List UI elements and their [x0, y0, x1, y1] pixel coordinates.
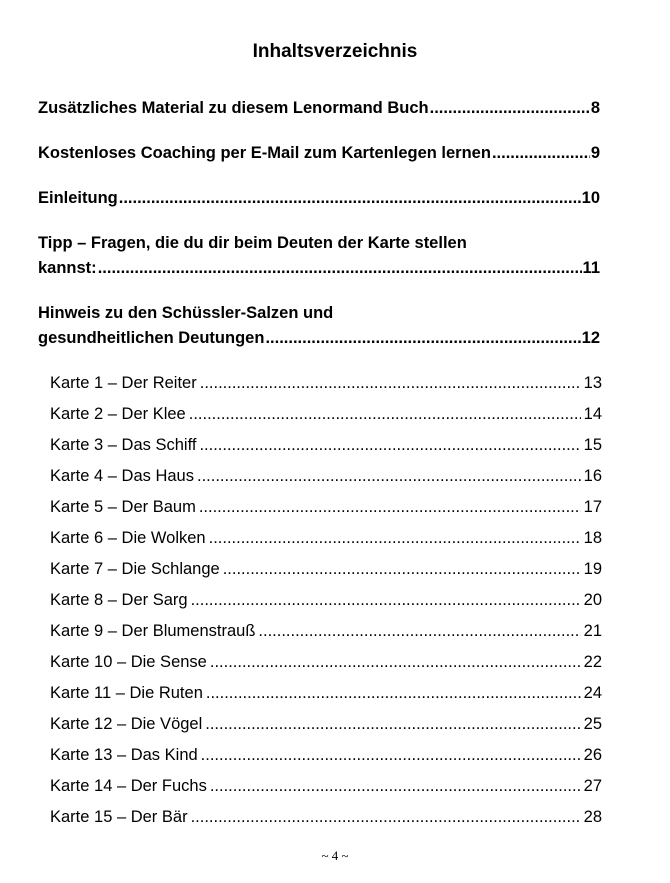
- toc-page-number: 13: [583, 374, 602, 392]
- toc-page-number: 17: [583, 498, 602, 516]
- toc-page-number: 14: [583, 405, 602, 423]
- dot-leader: [430, 96, 590, 121]
- toc-page-number: 28: [583, 808, 602, 826]
- toc-entry-title: Karte 4 – Das Haus: [50, 467, 194, 485]
- toc-entry-tipp[interactable]: [38, 231, 600, 281]
- toc-page-number: 22: [583, 653, 602, 671]
- toc-entry-title: kannst:: [38, 259, 97, 277]
- toc-entry-coaching[interactable]: [38, 141, 600, 166]
- toc-entry-title: gesundheitlichen Deutungen: [38, 329, 265, 347]
- toc-page-number: 18: [583, 529, 602, 547]
- toc-page-number: 16: [583, 467, 602, 485]
- toc-entry-title: Karte 2 – Der Klee: [50, 405, 186, 423]
- toc-line: [38, 326, 600, 351]
- toc-page-number: 19: [583, 560, 602, 578]
- toc-page-number: 20: [583, 591, 602, 609]
- toc-entry-title: Karte 9 – Der Blumenstrauß: [50, 622, 256, 640]
- dot-leader: [191, 806, 581, 828]
- toc-page-number: 21: [583, 622, 602, 640]
- toc-entry-karte-6[interactable]: [50, 527, 602, 549]
- toc-line: [38, 141, 600, 166]
- toc-entry-karte-5[interactable]: [50, 496, 602, 518]
- toc-entry-karte-13[interactable]: [50, 744, 602, 766]
- toc-entry-title: Karte 3 – Das Schiff: [50, 436, 197, 454]
- toc-entry-karte-10[interactable]: [50, 651, 602, 673]
- toc-entry-title: Karte 12 – Die Vögel: [50, 715, 203, 733]
- toc-entry-title: Karte 11 – Die Ruten: [50, 684, 203, 702]
- toc-entry-einleitung[interactable]: [38, 186, 600, 211]
- toc-entry-karte-4[interactable]: [50, 465, 602, 487]
- toc-entry-hinweis[interactable]: [38, 301, 600, 351]
- toc-entry-karte-14[interactable]: [50, 775, 602, 797]
- dot-leader: [189, 403, 581, 425]
- toc-page-number: 25: [583, 715, 602, 733]
- toc-entry-title: Karte 6 – Die Wolken: [50, 529, 206, 547]
- toc-page-number: 12: [581, 329, 600, 347]
- toc-line: [38, 256, 600, 281]
- toc-entry-karte-15[interactable]: [50, 806, 602, 828]
- toc-entry-title: Zusätzliches Material zu diesem Lenormand Buch: [38, 99, 429, 117]
- dot-leader: [191, 589, 581, 611]
- dot-leader: [119, 186, 581, 211]
- dot-leader: [199, 496, 581, 518]
- toc-page-number: 9: [590, 144, 600, 162]
- page-title: Inhaltsverzeichnis: [252, 41, 418, 62]
- dot-leader: [206, 682, 581, 704]
- toc-page-number: 27: [583, 777, 602, 795]
- toc-entry-title: Karte 13 – Das Kind: [50, 746, 198, 764]
- dot-leader: [209, 527, 581, 549]
- toc-entry-title: Karte 14 – Der Fuchs: [50, 777, 207, 795]
- dot-leader: [258, 620, 580, 642]
- toc-entry-karte-3[interactable]: [50, 434, 602, 456]
- toc-entry-title: Karte 1 – Der Reiter: [50, 374, 197, 392]
- toc-page-number: 26: [583, 746, 602, 764]
- dot-leader: [210, 651, 581, 673]
- toc-entry-title-line: Tipp – Fragen, die du dir beim Deuten der Karte stellen: [38, 234, 467, 252]
- toc-entry-karte-12[interactable]: [50, 713, 602, 735]
- toc-line: [38, 96, 600, 121]
- toc-entry-title: Karte 5 – Der Baum: [50, 498, 196, 516]
- dot-leader: [200, 372, 581, 394]
- toc-entry-karte-1[interactable]: [50, 372, 602, 394]
- dot-leader: [205, 713, 580, 735]
- toc-entry-title: Karte 7 – Die Schlange: [50, 560, 220, 578]
- dot-leader: [201, 744, 581, 766]
- dot-leader: [265, 326, 580, 351]
- toc-page-number: 8: [590, 99, 600, 117]
- dot-leader: [98, 256, 582, 281]
- toc-entry-karte-9[interactable]: [50, 620, 602, 642]
- toc-entry-karte-2[interactable]: [50, 403, 602, 425]
- toc-page-number: 11: [582, 259, 600, 277]
- toc-entry-material[interactable]: [38, 96, 600, 121]
- dot-leader: [199, 434, 580, 456]
- toc-entry-title: Einleitung: [38, 189, 118, 207]
- toc-line: [38, 186, 600, 211]
- toc-page-number: 24: [583, 684, 602, 702]
- toc-page-number: 10: [581, 189, 600, 207]
- toc-entry-karte-8[interactable]: [50, 589, 602, 611]
- toc-page-number: 15: [583, 436, 602, 454]
- dot-leader: [492, 141, 590, 166]
- toc-entry-title: Karte 8 – Der Sarg: [50, 591, 188, 609]
- dot-leader: [197, 465, 581, 487]
- toc-entry-karte-11[interactable]: [50, 682, 602, 704]
- toc-entry-title-line: Hinweis zu den Schüssler-Salzen und: [38, 304, 334, 322]
- page-number-footer: ~ 4 ~: [321, 848, 349, 863]
- toc-entry-karte-7[interactable]: [50, 558, 602, 580]
- toc-entry-title: Karte 15 – Der Bär: [50, 808, 188, 826]
- dot-leader: [223, 558, 581, 580]
- dot-leader: [210, 775, 581, 797]
- toc-entry-title: Kostenloses Coaching per E-Mail zum Kartenlegen lernen: [38, 144, 491, 162]
- toc-entry-title: Karte 10 – Die Sense: [50, 653, 207, 671]
